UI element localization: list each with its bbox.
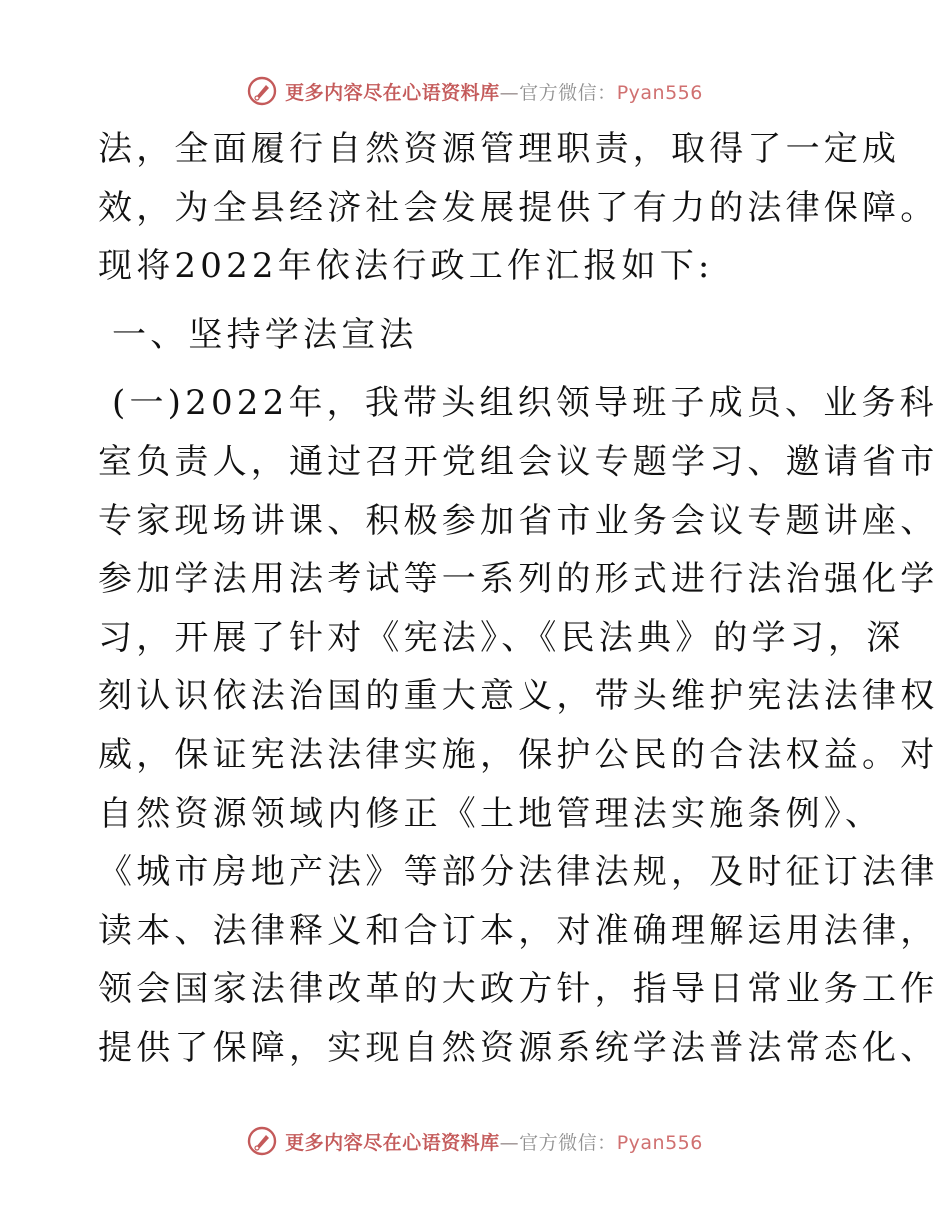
section-heading: 一、坚持学法宣法 <box>112 314 418 355</box>
text-line: 参加学法用法考试等一系列的形式进行法治强化学 <box>98 559 939 600</box>
watermark-wechat-label: 官方微信： <box>519 1131 617 1154</box>
text-line: 《城市房地产法》等部分法律法规，及时征订法律 <box>98 852 939 893</box>
pen-nib-logo-icon <box>247 76 277 106</box>
text-line: 效，为全县经济社会发展提供了有力的法律保障。 <box>98 187 939 228</box>
text-line: 读本、法律释义和合订本，对准确理解运用法律， <box>98 910 939 951</box>
text-line: 法，全面履行自然资源管理职责，取得了一定成 <box>98 129 901 169</box>
watermark-brand: 更多内容尽在心语资料库 <box>285 81 500 104</box>
text-line: 现将2022年依法行政工作汇报如下: <box>98 246 714 287</box>
watermark-separator: — <box>499 81 520 104</box>
text-line: 提供了保障，实现自然资源系统学法普法常态化、 <box>98 1027 939 1068</box>
text-line: 习，开展了针对《宪法》、《民法典》的学习，深 <box>98 617 905 658</box>
text-line: 自然资源领域内修正《土地管理法实施条例》、 <box>98 793 884 834</box>
footer-watermark <box>0 1121 950 1161</box>
text-line: 领会国家法律改革的大政方针，指导日常业务工作 <box>98 969 939 1010</box>
text-line: 室负责人，通过召开党组会议专题学习、邀请省市 <box>98 441 939 482</box>
watermark-separator: — <box>499 1131 520 1154</box>
watermark-brand: 更多内容尽在心语资料库 <box>285 1131 500 1154</box>
document-body <box>98 120 939 1078</box>
text-line: 专家现场讲课、积极参加省市业务会议专题讲座、 <box>98 500 939 541</box>
header-watermark <box>0 71 950 111</box>
text-line: 刻认识依法治国的重大意义，带头维护宪法法律权 <box>98 676 939 717</box>
watermark-wechat-label: 官方微信： <box>519 81 617 104</box>
watermark-handle: Pyan556 <box>616 81 703 104</box>
watermark-text <box>285 78 703 105</box>
text-line: (一)2022年，我带头组织领导班子成员、业务科 <box>112 383 938 424</box>
watermark-text <box>285 1128 703 1155</box>
text-line: 威，保证宪法法律实施，保护公民的合法权益。对 <box>98 734 939 775</box>
watermark-handle: Pyan556 <box>616 1131 703 1154</box>
pen-nib-logo-icon <box>247 1126 277 1156</box>
